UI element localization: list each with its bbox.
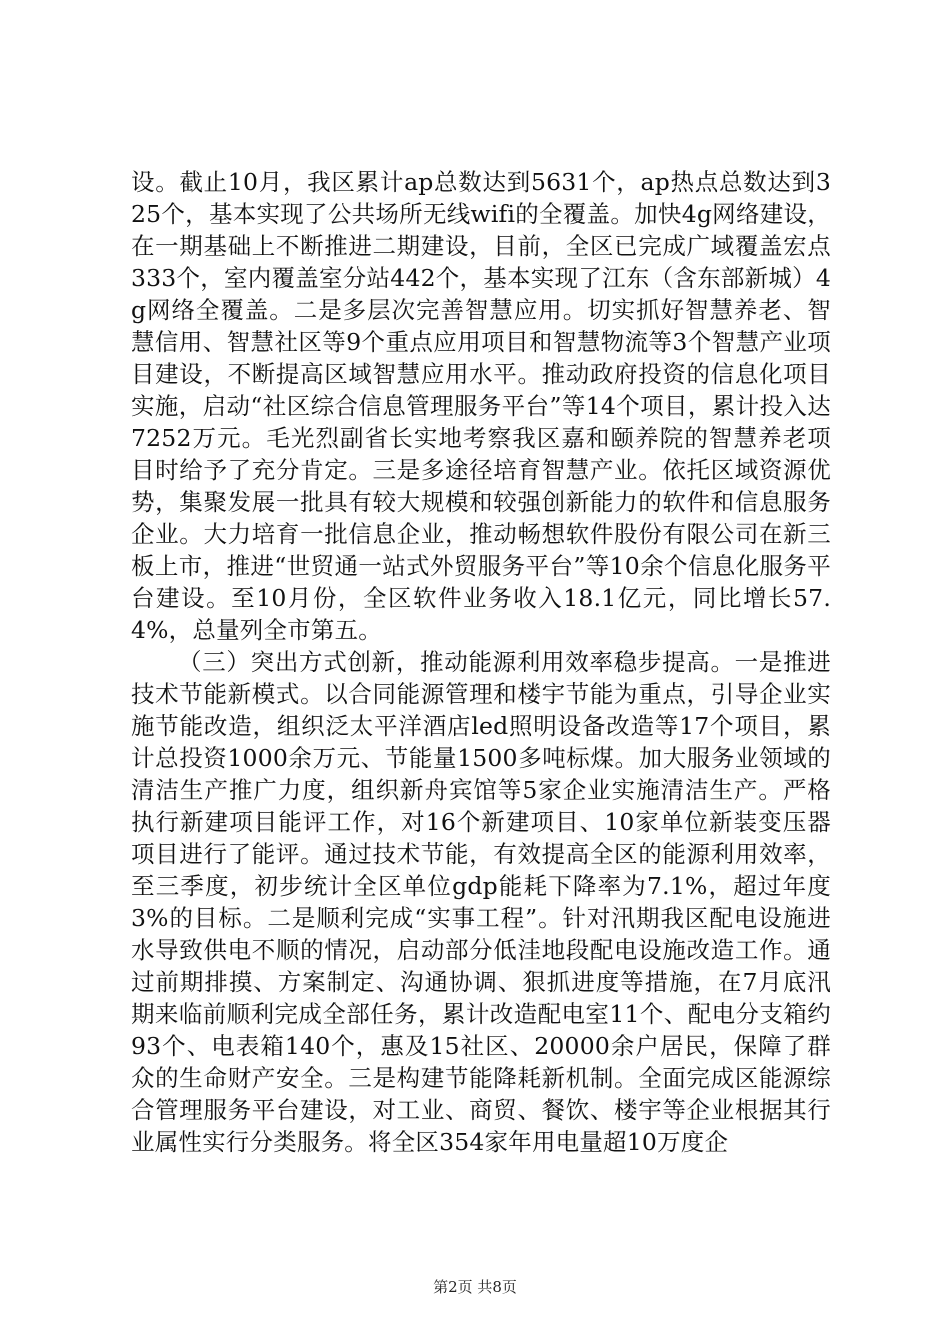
paragraph-2: （三）突出方式创新，推动能源利用效率稳步提高。一是推进技术节能新模式。以合同能源管理和楼宇节能为重点，引导企业实施节能改造，组织泛太平洋酒店led照明设备改造等17个项目，累计总投资1000余万元、节能量1500多吨标煤。加大服务业领域的清洁生产推广力度，组织新舟宾馆等5家企业实施清洁生产。严格执行新建项目能评工作，对16个新建项目、10家单位新装变压器项目进行了能评。通过技术节能，有效提高全区的能源利用效率，至三季度，初步统计全区单位gdp能耗下降率为7.1%，超过年度3%的目标。二是顺利完成“实事工程”。针对汛期我区配电设施进水导致供电不顺的情况，启动部分低洼地段配电设施改造工作。通过前期排摸、方案制定、沟通协调、狠抓进度等措施，在7月底汛期来临前顺利完成全部任务，累计改造配电室11个、配电分支箱约93个、电表箱140个，惠及15社区、20000余户居民，保障了群众的生命财产安全。三是构建节能降耗新机制。全面完成区能源综合管理服务平台建设，对工业、商贸、餐饮、楼宇等企业根据其行业属性实行分类服务。将全区354家年用电量超10万度企: [131, 648, 831, 1156]
paragraph-1: 设。截止10月，我区累计ap总数达到5631个，ap热点总数达到325个，基本实现了公共场所无线wifi的全覆盖。加快4g网络建设，在一期基础上不断推进二期建设，目前，全区已完成广域覆盖宏点333个，室内覆盖室分站442个，基本实现了江东（含东部新城）4g网络全覆盖。二是多层次完善智慧应用。切实抓好智慧养老、智慧信用、智慧社区等9个重点应用项目和智慧物流等3个智慧产业项目建设，不断提高区域智慧应用水平。推动政府投资的信息化项目实施，启动“社区综合信息管理服务平台”等14个项目，累计投入达7252万元。毛光烈副省长实地考察我区嘉和颐养院的智慧养老项目时给予了充分肯定。三是多途径培育智慧产业。依托区域资源优势，集聚发展一批具有较大规模和较强创新能力的软件和信息服务企业。大力培育一批信息企业，推动畅想软件股份有限公司在新三板上市，推进“世贸通一站式外贸服务平台”等10余个信息化服务平台建设。至10月份，全区软件业务收入18.1亿元，同比增长57.4%，总量列全市第五。: [131, 168, 831, 644]
document-body: [131, 166, 831, 1158]
page-footer: 第2页 共8页: [433, 1278, 517, 1296]
